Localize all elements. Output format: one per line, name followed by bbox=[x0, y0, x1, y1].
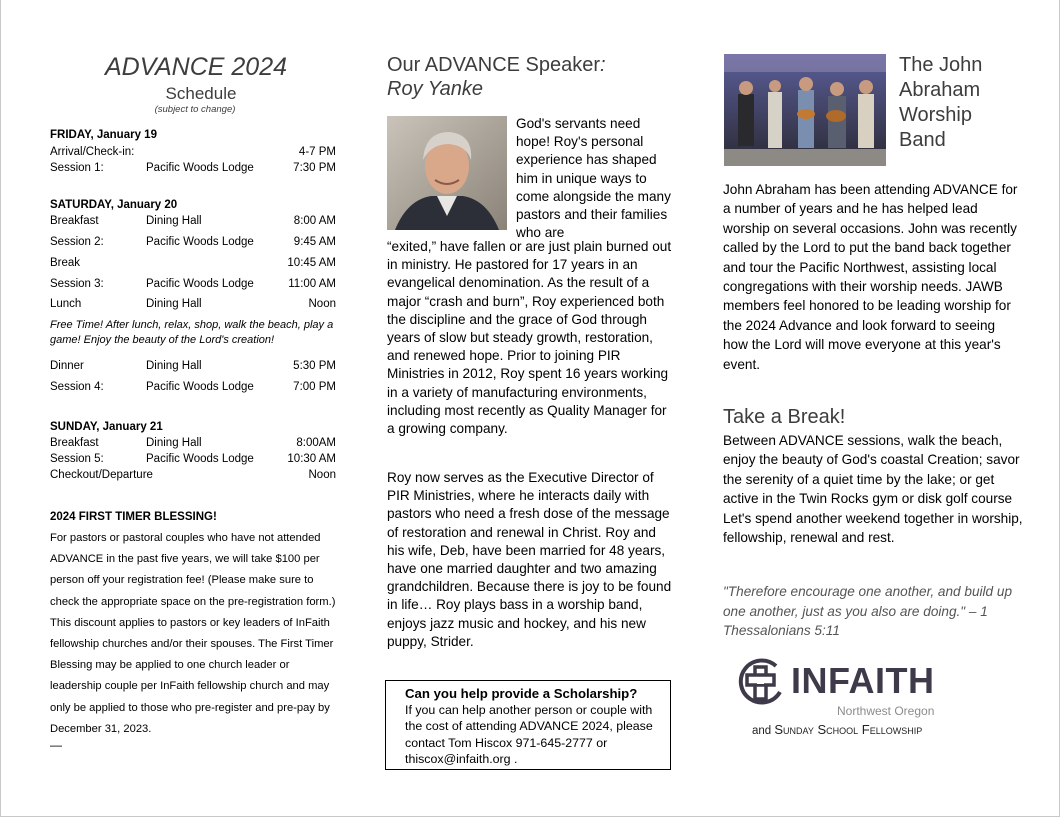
speaker-bio-current: Roy now serves as the Executive Director of PIR Ministries, where he interacts daily with pastors who need a fresh dose of the message of restoration and renewal in Christ. Roy and his wife, Deb, have been married for 48 years, have one married daughter and two amazing grandchildren. Because there is joy to be found in life… Roy plays bass in a worship band, enjoys jazz music and hockey, and his new puppy, Strider. bbox=[387, 470, 672, 649]
schedule-row bbox=[50, 453, 340, 469]
row-time: 10:45 AM bbox=[287, 257, 336, 269]
schedule-row bbox=[50, 257, 340, 273]
schedule-row bbox=[50, 215, 340, 231]
scholarship-box bbox=[385, 680, 671, 770]
row-activity: Lunch bbox=[50, 298, 82, 310]
day-sunday: SUNDAY, January 21 bbox=[50, 421, 163, 433]
row-activity: Breakfast bbox=[50, 215, 99, 227]
row-activity: Session 5: bbox=[50, 453, 104, 465]
speaker-bio-intro: God's servants need hope! Roy's personal experience has shaped him in unique ways to come alongside the many pastors and their families who are bbox=[516, 116, 671, 241]
row-activity: Session 3: bbox=[50, 278, 104, 290]
scholarship-heading: Can you help provide a Scholarship? bbox=[405, 686, 638, 701]
row-time: Noon bbox=[308, 298, 336, 310]
schedule-subtitle: Schedule bbox=[165, 84, 237, 103]
speaker-heading-prefix: Our ADVANCE Speaker bbox=[387, 54, 601, 76]
row-time: 10:30 AM bbox=[287, 453, 336, 465]
schedule-row bbox=[50, 381, 340, 397]
speaker-heading bbox=[387, 53, 606, 101]
row-location: Pacific Woods Lodge bbox=[146, 453, 254, 465]
speaker-photo bbox=[387, 116, 507, 230]
row-time: 7:00 PM bbox=[293, 381, 336, 393]
day-friday: FRIDAY, January 19 bbox=[50, 129, 157, 141]
row-time: 4-7 PM bbox=[298, 146, 336, 158]
free-time-note: Free Time! After lunch, relax, shop, walk the beach, play a game! Enjoy the beauty of the Lord's creation! bbox=[50, 319, 334, 346]
band-heading: The John Abraham Worship Band bbox=[899, 54, 983, 151]
schedule-row bbox=[50, 437, 340, 453]
blessing-heading: 2024 FIRST TIMER BLESSING! bbox=[50, 511, 217, 523]
speaker-bio-main: “exited,” have fallen or are just plain burned out in ministry. He pastored for 17 years in an evangelical denomination. As the result of a major “crash and burn”, Roy experienced both the discipline and the grace of God through years of slow but steady growth, restoration, and renewed hope. Prior to joining PIR Ministries in 2012, Roy spent 16 years working in a variety of manufacturing environments, including most recently as Quality Manager for a growing company. bbox=[387, 239, 672, 437]
day-saturday: SATURDAY, January 20 bbox=[50, 199, 178, 211]
schedule-row bbox=[50, 298, 340, 314]
row-activity: Session 1: bbox=[50, 162, 104, 174]
schedule-row bbox=[50, 236, 340, 252]
row-activity: Session 2: bbox=[50, 236, 104, 248]
schedule-row bbox=[50, 469, 340, 485]
row-location: Dining Hall bbox=[146, 437, 202, 449]
row-time: 11:00 AM bbox=[288, 278, 336, 290]
row-activity: Checkout/Departure bbox=[50, 469, 153, 481]
row-location: Pacific Woods Lodge bbox=[146, 278, 254, 290]
row-time: 5:30 PM bbox=[293, 360, 336, 372]
row-time: 7:30 PM bbox=[293, 162, 336, 174]
schedule-row bbox=[50, 146, 340, 162]
row-location: Dining Hall bbox=[146, 360, 202, 372]
dash-mark: — bbox=[50, 738, 62, 752]
row-activity: Arrival/Check-in: bbox=[50, 146, 135, 158]
row-location: Dining Hall bbox=[146, 215, 202, 227]
row-location: Pacific Woods Lodge bbox=[146, 162, 254, 174]
schedule-note: (subject to change) bbox=[154, 104, 236, 115]
schedule-title: ADVANCE 2024 bbox=[104, 53, 288, 81]
row-time: 8:00 AM bbox=[293, 215, 336, 227]
break-text: Between ADVANCE sessions, walk the beach, enjoy the beauty of God's coastal Creation; savor the serenity of a quiet time by the lake; or get active in the Twin Rocks gym or disk golf course Let's spend another weekend together in worship, fellowship, renewal and rest. bbox=[723, 433, 1023, 546]
logo-and: and bbox=[752, 725, 772, 737]
row-time: Noon bbox=[308, 469, 336, 481]
row-activity: Session 4: bbox=[50, 381, 104, 393]
cross-circle-icon bbox=[736, 658, 786, 708]
logo-wordmark: INFAITH bbox=[791, 660, 935, 701]
schedule-row bbox=[50, 360, 340, 376]
row-activity: Breakfast bbox=[50, 437, 99, 449]
schedule-row bbox=[50, 278, 340, 294]
logo-region: Northwest Oregon bbox=[837, 704, 935, 718]
schedule-row bbox=[50, 162, 340, 178]
band-photo bbox=[724, 54, 886, 166]
band-text: John Abraham has been attending ADVANCE for a number of years and he has helped lead worship on several occasions. John was recently called by the Lord to put the band back together and tour the Pacific Northwest, assisting local congregations with their worship needs. JAWB members feel honored to be leading worship for the 2024 Advance and look forward to seeing how the Lord will move everyone at this year's event. bbox=[723, 182, 1018, 372]
row-activity: Break bbox=[50, 257, 81, 269]
row-activity: Dinner bbox=[50, 360, 84, 372]
scripture-quote: "Therefore encourage one another, and build up one another, just as you also are doing." – 1 Thessalonians 5:11 bbox=[723, 584, 1012, 639]
break-heading: Take a Break! bbox=[723, 406, 846, 428]
logo-fellowship bbox=[752, 722, 922, 737]
logo-ssf-name: Sunday School Fellowship bbox=[774, 722, 923, 737]
speaker-name: Roy Yanke bbox=[387, 78, 483, 100]
blessing-text: For pastors or pastoral couples who have not attended ADVANCE in the past five years, we will take $100 per person off your registration fee! (Please make sure to check the appropriate space on the pre-registration form.) This discount applies to pastors or key leaders of InFaith fellowship churches and/or their spouses. The First Timer Blessing may be applied to one church leader or leadership couple per InFaith fellowship church and may only be applied to those who pre-register and pre-pay by December 31, 2023. bbox=[50, 532, 336, 735]
row-location: Dining Hall bbox=[146, 298, 202, 310]
speaker-heading-colon: : bbox=[600, 54, 606, 76]
scholarship-text: If you can help another person or couple with the cost of attending ADVANCE 2024, please contact Tom Hiscox 971-645-2777 or thiscox@infaith.org . bbox=[405, 703, 653, 766]
infaith-logo bbox=[736, 658, 966, 743]
row-location: Pacific Woods Lodge bbox=[146, 236, 254, 248]
row-location: Pacific Woods Lodge bbox=[146, 381, 254, 393]
row-time: 8:00AM bbox=[296, 437, 336, 449]
row-time: 9:45 AM bbox=[293, 236, 336, 248]
